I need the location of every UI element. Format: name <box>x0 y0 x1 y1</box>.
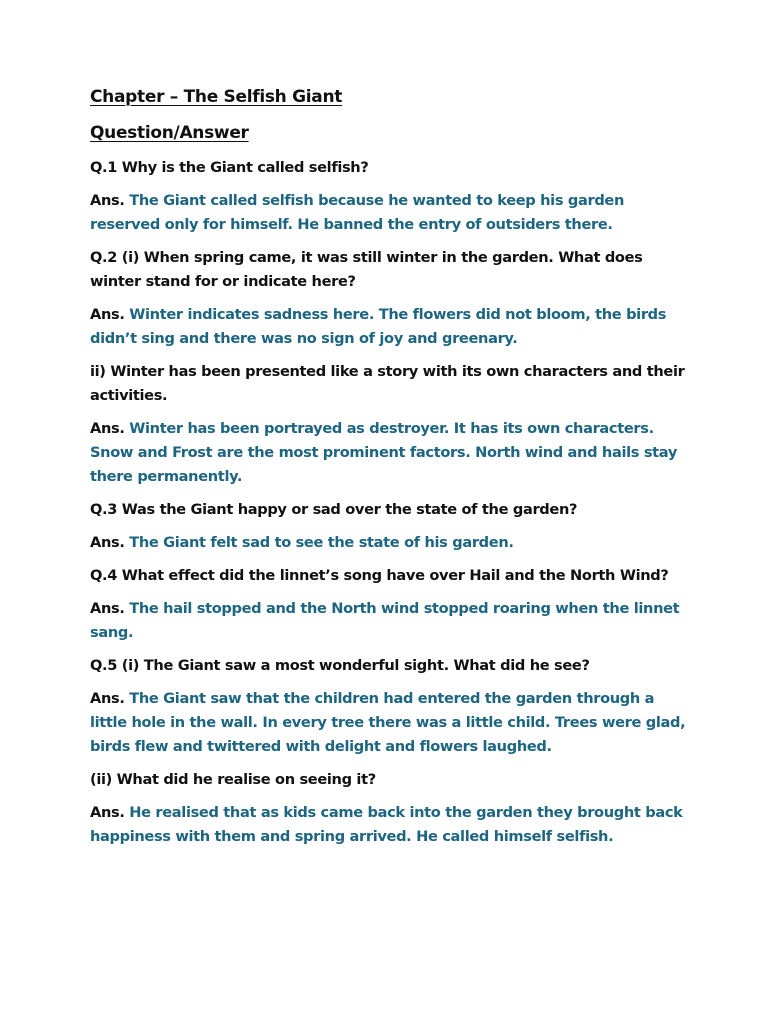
qa-item-6 <box>90 654 690 759</box>
qa-item-5 <box>90 564 690 645</box>
answer-text <box>90 189 690 237</box>
answer-body: He realised that as kids came back into the garden they brought back happiness with them and spring arrived. He called himself selfish. <box>90 804 683 845</box>
answer-prefix: Ans. <box>90 804 125 821</box>
answer-text <box>90 597 690 645</box>
question-text: Q.3 Was the Giant happy or sad over the state of the garden? <box>90 501 578 518</box>
answer-text <box>90 531 690 555</box>
answer-text <box>90 303 690 351</box>
answer-body: Winter indicates sadness here. The flowers did not bloom, the birds didn’t sing and there was no sign of joy and greenary. <box>90 306 667 347</box>
answer-body: The Giant called selfish because he wanted to keep his garden reserved only for himself. He banned the entry of outsiders there. <box>90 192 625 233</box>
qa-item-7 <box>90 768 690 849</box>
answer-prefix: Ans. <box>90 600 125 617</box>
answer-prefix: Ans. <box>90 690 125 707</box>
answer-body: The hail stopped and the North wind stopped roaring when the linnet sang. <box>90 600 680 641</box>
chapter-title: Chapter – The Selfish Giant <box>90 87 343 107</box>
question-text: (ii) What did he realise on seeing it? <box>90 771 376 788</box>
qa-item-4 <box>90 498 690 555</box>
qa-item-2 <box>90 246 690 351</box>
document-page <box>90 86 690 858</box>
question-text: Q.2 (i) When spring came, it was still winter in the garden. What does winter stand for or indicate here? <box>90 249 643 290</box>
qa-item-1 <box>90 156 690 237</box>
answer-prefix: Ans. <box>90 192 125 209</box>
answer-body: The Giant saw that the children had entered the garden through a little hole in the wall. In every tree there was a little child. Trees were glad, birds flew and twittered with delight and flowers laughed. <box>90 690 686 755</box>
question-text: Q.1 Why is the Giant called selfish? <box>90 159 369 176</box>
answer-body: Winter has been portrayed as destroyer. It has its own characters. Snow and Frost are the most prominent factors. North wind and hails stay there permanently. <box>90 420 678 485</box>
answer-text <box>90 687 690 759</box>
question-text: ii) Winter has been presented like a story with its own characters and their activities. <box>90 363 685 404</box>
answer-prefix: Ans. <box>90 306 125 323</box>
answer-text <box>90 417 690 489</box>
answer-text <box>90 801 690 849</box>
answer-prefix: Ans. <box>90 420 125 437</box>
question-text: Q.4 What effect did the linnet’s song have over Hail and the North Wind? <box>90 567 669 584</box>
section-title: Question/Answer <box>90 123 249 143</box>
answer-prefix: Ans. <box>90 534 125 551</box>
answer-body: The Giant felt sad to see the state of his garden. <box>129 534 514 551</box>
question-text: Q.5 (i) The Giant saw a most wonderful sight. What did he see? <box>90 657 590 674</box>
qa-item-3 <box>90 360 690 489</box>
